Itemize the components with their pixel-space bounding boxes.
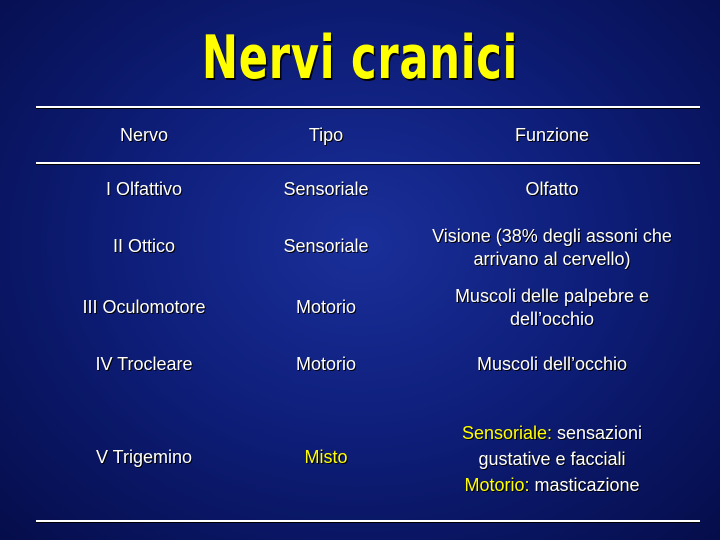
table-top-rule xyxy=(36,106,700,109)
row-5-funzione-line-2: gustative e facciali xyxy=(478,449,626,469)
row-3-funzione-line-1: Muscoli delle palpebre e xyxy=(454,286,650,306)
row-4-funzione: Muscoli dell’occhio xyxy=(476,354,628,374)
motorio-text: masticazione xyxy=(529,475,640,495)
row-1-funzione: Olfatto xyxy=(525,179,579,199)
row-5-nervo: V Trigemino xyxy=(95,447,193,467)
table-bottom-rule xyxy=(36,520,700,523)
row-5-funzione-line-1 xyxy=(402,420,702,446)
sensoriale-label: Sensoriale: xyxy=(461,423,552,443)
row-2-funzione-line-2: arrivano al cervello) xyxy=(473,249,631,269)
row-5-tipo: Misto xyxy=(304,447,348,467)
row-3-nervo: III Oculomotore xyxy=(82,297,206,317)
row-2-tipo: Sensoriale xyxy=(283,236,369,256)
header-tipo: Tipo xyxy=(308,125,344,145)
row-3-funzione xyxy=(402,285,702,331)
row-5-funzione-line-3 xyxy=(402,472,702,498)
row-1-tipo: Sensoriale xyxy=(283,179,369,199)
header-nervo: Nervo xyxy=(119,125,168,145)
row-5-funzione xyxy=(402,420,702,498)
row-2-nervo: II Ottico xyxy=(112,236,175,256)
row-1-nervo: I Olfattivo xyxy=(105,179,183,199)
row-4-nervo: IV Trocleare xyxy=(95,354,193,374)
motorio-label: Motorio: xyxy=(464,475,530,495)
header-funzione: Funzione xyxy=(514,125,590,145)
row-3-tipo: Motorio xyxy=(295,297,357,317)
row-4-tipo: Motorio xyxy=(295,354,357,374)
sensoriale-text: sensazioni xyxy=(552,423,643,443)
row-2-funzione-line-1: Visione (38% degli assoni che xyxy=(432,226,672,246)
page-title: Nervi cranici xyxy=(201,23,519,93)
row-2-funzione xyxy=(402,225,702,271)
row-3-funzione-line-2: dell’occhio xyxy=(509,309,595,329)
header-rule xyxy=(36,162,700,165)
